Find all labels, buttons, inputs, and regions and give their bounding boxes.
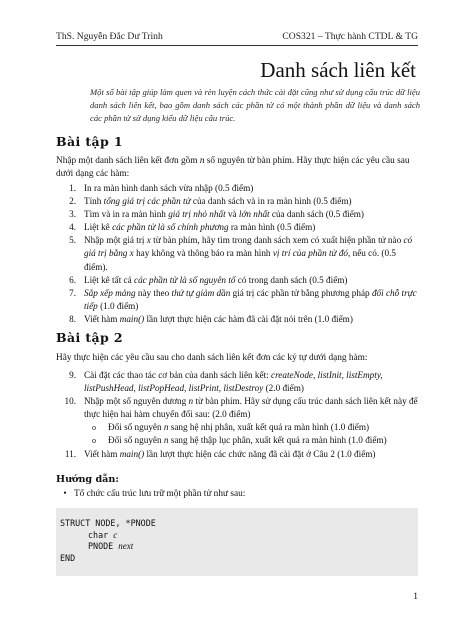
exercise-2-intro — [56, 352, 418, 365]
item-text: Liệt kê tất cả — [84, 274, 134, 285]
item-text: của danh sách (0.5 điểm) — [269, 209, 364, 220]
abstract: Một số bài tập giúp làm quen và rèn luyện cách thức cài đặt cũng như sử dụng cấu trúc dữ liệu danh sách liên kết, bao gồm danh sách các phần tử có một thành phần dữ liệu và danh sách các phần tử sử dụng kiểu dữ liệu cấu trúc. — [90, 87, 420, 124]
item-text: (1.0 điểm) — [97, 300, 139, 311]
guide-bullet-text: Tổ chức cấu trúc lưu trữ một phần tử như sau: — [74, 489, 246, 499]
guide-bullet — [56, 489, 245, 499]
exercise-2-heading: Bài tập 2 — [56, 330, 124, 345]
item-number: 11. — [64, 448, 76, 459]
item-text: vị trí của phần tử đó — [272, 248, 349, 259]
exercise-item — [56, 287, 420, 313]
item-text: (2.0 điểm) — [263, 383, 304, 394]
item-number: 1. — [69, 183, 76, 193]
sub-item-text: sang hệ nhị phân, xuất kết quả ra màn hình (1.0 điểm) — [168, 422, 370, 433]
exercise-item — [56, 395, 420, 447]
item-text: tổng giá trị các phần tử — [103, 196, 191, 207]
header-rule — [56, 45, 418, 46]
exercise-item — [56, 274, 420, 287]
item-text: createNode, listInit, listEmpty, listPushHead, listPopHead, listPrint, listDestroy — [84, 370, 383, 394]
sub-item-text: n — [163, 422, 169, 433]
exercise-item — [56, 221, 420, 234]
item-text: thứ tự giảm dần — [171, 287, 231, 298]
item-text: Cài đặt các thao tác cơ bản của danh sách liên kết: — [84, 370, 271, 380]
item-text: x — [146, 235, 151, 246]
exercise-1-list — [56, 182, 420, 326]
intro-text: Nhập một danh sách liên kết đơn gồm — [56, 156, 200, 166]
exercise-item — [56, 182, 420, 195]
item-number: 3. — [69, 209, 76, 220]
item-text: Viết hàm — [84, 313, 120, 324]
item-text: ra màn hình (0.5 điểm) — [228, 222, 316, 233]
exercise-item — [56, 195, 420, 208]
item-text: lớn nhất — [238, 209, 270, 220]
item-number: 4. — [69, 222, 76, 233]
exercise-item — [56, 448, 420, 461]
page-number: 1 — [413, 592, 418, 602]
item-text: main() — [119, 448, 145, 459]
code-line-2 — [60, 530, 418, 542]
item-text: lần lượt thực hiện các hàm đã cài đặt nói trên (1.0 điểm) — [144, 313, 353, 324]
circle-bullet-icon: o — [92, 423, 96, 433]
exercise-item — [56, 369, 420, 395]
bullet-icon: • — [63, 489, 67, 499]
item-text: của danh sách và in ra màn hình (0.5 điểm) — [190, 196, 352, 207]
item-text: In ra màn hình danh sách vừa nhập (0.5 điểm) — [84, 183, 254, 193]
item-text: này theo — [135, 287, 172, 298]
circle-bullet-icon: o — [92, 436, 96, 446]
item-number: 2. — [69, 196, 76, 207]
item-text: có trong danh sách (0.5 điểm) — [235, 274, 348, 285]
item-number: 6. — [69, 274, 76, 285]
exercise-item — [56, 234, 420, 273]
exercise-2-list — [56, 369, 420, 461]
code-type-char: char — [88, 529, 109, 540]
item-number: 9. — [69, 370, 76, 380]
item-text: và — [225, 209, 239, 220]
item-text: các phần tử là số nguyên tố — [134, 274, 236, 285]
sub-item — [84, 434, 420, 447]
intro-text: số nguyên từ bàn phím. Hãy thực hiện các yêu cầu sau dưới dạng các hàm: — [56, 156, 410, 179]
sub-list — [84, 421, 420, 447]
item-text: đổi chỗ trực tiếp — [84, 287, 417, 311]
code-line-1: STRUCT NODE, *PNODE — [60, 518, 156, 528]
exercise-1-intro — [56, 155, 418, 181]
item-text: Nhập một số nguyên dương — [84, 396, 189, 407]
sub-item-text: n — [163, 435, 169, 446]
header-course: COS321 – Thực hành CTDL & TG — [282, 31, 418, 42]
item-text: các phần tử là số chính phương — [112, 222, 229, 233]
sub-item — [84, 421, 420, 434]
item-number: 5. — [69, 235, 76, 246]
item-text: Nhập một giá trị — [84, 235, 147, 246]
exercise-item — [56, 313, 420, 326]
item-text: Liệt kê — [84, 222, 113, 233]
item-text: từ bàn phím, hãy tìm trong danh sách xem có xuất hiện phần tử nào — [150, 235, 404, 246]
item-text: có giá trị bằng x — [84, 235, 413, 259]
item-text: hay không và thông báo ra màn hình — [133, 248, 273, 259]
item-number: 8. — [69, 313, 76, 324]
sub-item-text: Đổi số nguyên — [108, 422, 164, 433]
item-text: Tính — [84, 196, 104, 207]
document-title: Danh sách liên kết — [260, 58, 416, 82]
item-text: , nếu có. (0.5 điểm). — [84, 248, 396, 272]
item-text: Viết hàm — [84, 448, 120, 459]
header-author: ThS. Nguyễn Đắc Dư Trình — [56, 31, 163, 42]
item-number: 10. — [64, 396, 76, 407]
sub-item-text: sang hệ thập lục phân, xuất kết quả ra màn hình (1.0 điểm) — [168, 435, 387, 446]
code-block — [56, 508, 418, 576]
item-text: giá trị các phần tử bằng phương pháp — [230, 287, 372, 298]
item-number: 7. — [69, 287, 76, 298]
item-text: lần lượt thực hiện các chức năng đã cài đặt ở Câu 2 (1.0 điểm) — [144, 448, 376, 459]
guide-heading: Hướng dẫn: — [56, 474, 119, 485]
sub-item-text: Đổi số nguyên — [108, 435, 164, 446]
code-line-3 — [60, 541, 418, 553]
exercise-item — [56, 208, 420, 221]
code-line-4: END — [60, 552, 76, 563]
code-var-next: next — [118, 541, 134, 552]
code-var-c: c — [113, 529, 118, 540]
intro-text: Hãy thực hiện các yêu cầu sau cho danh sách liên kết đơn các ký tự dưới dạng hàm: — [56, 353, 368, 363]
item-text: Sắp xếp mảng — [84, 287, 136, 298]
exercise-1-heading: Bài tập 1 — [56, 134, 124, 149]
item-text: Tìm và in ra màn hình — [84, 209, 169, 220]
item-text: main() — [119, 313, 145, 324]
item-text: giá trị nhỏ nhất — [168, 209, 226, 220]
code-type-pnode: PNODE — [88, 541, 114, 552]
item-text: từ bàn phím. Hãy sử dụng cấu trúc danh sách liên kết này để thực hiện hai hàm chuyển đổi sau: (2.0 điểm) — [84, 396, 418, 420]
item-text: n — [188, 396, 194, 407]
intro-text: n — [199, 156, 205, 166]
